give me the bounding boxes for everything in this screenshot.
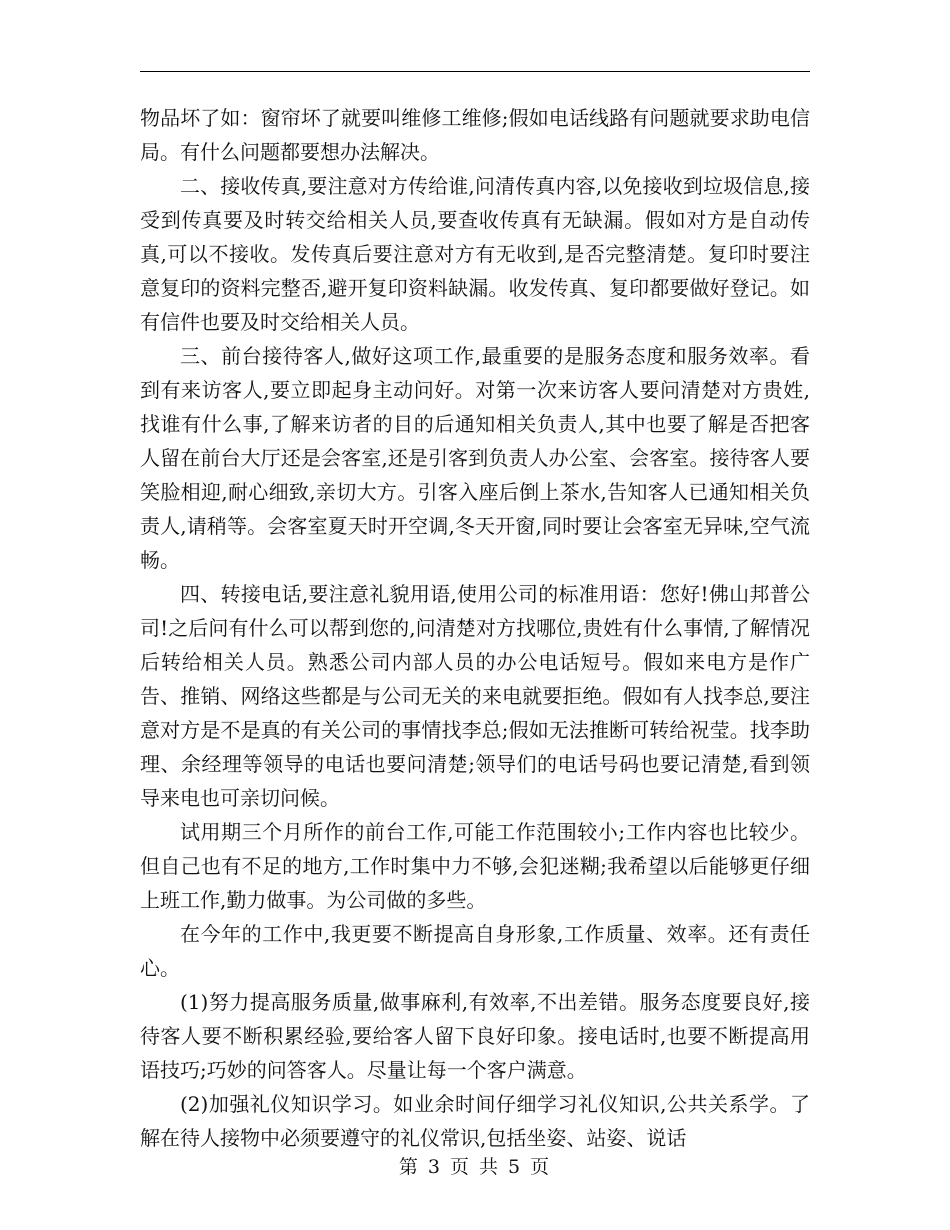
paragraph-5: 试用期三个月所作的前台工作,可能工作范围较小;工作内容也比较少。但自己也有不足的地方,工作时集中力不够,会犯迷糊;我希望以后能够更仔细上班工作,勤力做事。为公司做的多些。 (140, 820, 810, 912)
paragraph-4: 四、转接电话,要注意礼貌用语,使用公司的标准用语：您好!佛山邦普公司!之后问有什么可以帮到您的,问清楚对方找哪位,贵姓有什么事情,了解情况后转给相关人员。熟悉公司内部人员的办公电话短号。假如来电方是作广告、推销、网络这些都是与公司无关的来电就要拒绝。假如有人找李总,要注意对方是不是真的有关公司的事情找李总;假如无法推断可转给祝莹。找李助理、余经理等领导的电话也要问清楚;领导们的电话号码也要记清楚,看到领导来电也可亲切问候。 (140, 582, 810, 810)
paragraph-8: (2)加强礼仪知识学习。如业余时间仔细学习礼仪知识,公共关系学。了解在待人接物中必须要遵守的礼仪常识,包括坐姿、站姿、说话 (140, 1092, 810, 1150)
paragraph-7: (1)努力提高服务质量,做事麻利,有效率,不出差错。服务态度要良好,接待客人要不断积累经验,要给客人留下良好印象。接电话时,也要不断提高用语技巧;巧妙的问答客人。尽量让每一个客户满意。 (140, 990, 810, 1082)
paragraph-1: 物品坏了如：窗帘坏了就要叫维修工维修;假如电话线路有问题就要求助电信局。有什么问题都要想办法解决。 (140, 106, 810, 164)
paragraph-3: 三、前台接待客人,做好这项工作,最重要的是服务态度和服务效率。看到有来访客人,要立即起身主动问好。对第一次来访客人要问清楚对方贵姓,找谁有什么事,了解来访者的目的后通知相关负责人,其中也要了解是否把客人留在前台大厅还是会客室,还是引客到负责人办公室、会客室。接待客人要笑脸相迎,耐心细致,亲切大方。引客入座后倒上茶水,告知客人已通知相关负责人,请稍等。会客室夏天时开空调,冬天开窗,同时要让会客室无异味,空气流畅。 (140, 344, 810, 572)
paragraph-6: 在今年的工作中,我更要不断提高自身形象,工作质量、效率。还有责任心。 (140, 922, 810, 980)
header-rule (140, 71, 810, 72)
paragraph-2: 二、接收传真,要注意对方传给谁,问清传真内容,以免接收到垃圾信息,接受到传真要及时转交给相关人员,要查收传真有无缺漏。假如对方是自动传真,可以不接收。发传真后要注意对方有无收到,是否完整清楚。复印时要注意复印的资料完整否,避开复印资料缺漏。收发传真、复印都要做好登记。如有信件也要及时交给相关人员。 (140, 174, 810, 334)
document-body (140, 101, 810, 1155)
page-number-footer: 第 3 页 共 5 页 (398, 1156, 552, 1178)
